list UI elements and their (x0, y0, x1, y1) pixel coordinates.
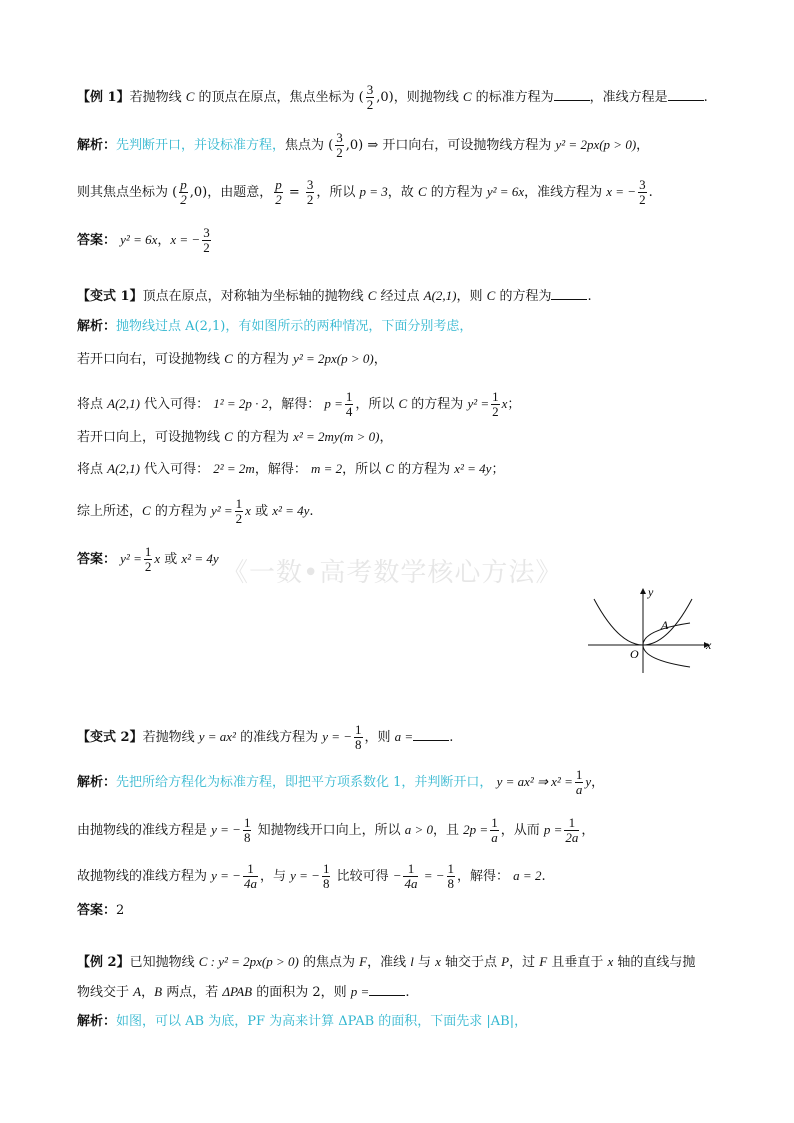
answer-blank (369, 983, 405, 996)
fraction: $\frac{1}{4a}$ (243, 861, 257, 891)
fraction: $\frac{1}{2}$ (144, 544, 152, 574)
fraction: $\frac{1}{2}$ (492, 389, 499, 419)
fraction: $\frac{p}{2}$ (180, 177, 187, 207)
fraction: $\frac{1}{8}$ (447, 861, 455, 891)
fraction: $\frac{1}{2a}$ (565, 815, 579, 845)
origin-label: O (630, 647, 639, 661)
fraction: $\frac{1}{a}$ (491, 815, 498, 845)
point-a-label: A (661, 618, 669, 632)
var1-line-1: 若开口向右，可设抛物线 C 的方程为 y² = 2px(p > 0)， (77, 351, 387, 367)
var1-answer: 答案： y² = $\frac{1}{2}$ x 或 x² = 4y (77, 544, 219, 574)
fraction: $\frac{3}{2}$ (336, 130, 343, 160)
var2-line-1: 由抛物线的准线方程是 y = − $\frac{1}{8}$ 知抛物线开口向上，所以 a > 0，且 2p = $\frac{1}{a}$ ，从而 p = $\frac{1}{2a}$ ， (77, 815, 595, 845)
var2-solution-hint: 解析：先把所给方程化为标准方程，即把平方项系数化 1，并判断开口， y = ax² ⇒ x² = $\frac{1}{a}$ y， (77, 767, 605, 797)
fraction: $\frac{3}{2}$ (366, 82, 374, 112)
var1-line-3: 若开口向上，可设抛物线 C 的方程为 x² = 2my(m > 0)， (77, 429, 393, 445)
parabola-figure (580, 585, 720, 675)
fraction: $\frac{p}{2}$ (275, 177, 282, 207)
ex1-answer: 答案： y² = 6x，x = − $\frac{3}{2}$ (77, 225, 210, 255)
ex2-tag: 【例 2】 (77, 955, 130, 970)
var2-answer: 答案：2 (77, 903, 125, 918)
fraction: $\frac{3}{2}$ (639, 177, 646, 207)
answer-blank (554, 88, 590, 101)
ex1-solution-line-2: 则其焦点坐标为 ( $\frac{p}{2}$ ,0)，由题意， $\frac{p}{2}$ = $\frac{3}{2}$ ，所以 p = 3，故 C 的方程为 y² = 6x，准线方程为 x = − $\frac{3}{2}$ . (77, 177, 653, 207)
fraction: $\frac{1}{8}$ (243, 815, 251, 845)
answer-blank (413, 728, 449, 741)
ex2-solution-hint: 解析：如图，可以 AB 为底，PF 为高来计算 ΔPAB 的面积，下面先求 |AB|， (77, 1014, 528, 1029)
ex1-question: 【例 1】若抛物线 C 的顶点在原点，焦点坐标为 ( $\frac{3}{2}$ ,0)，则抛物线 C 的标准方程为 ，准线方程是 . (77, 82, 708, 112)
fraction: $\frac{3}{2}$ (306, 177, 314, 207)
var1-line-4: 将点 A(2,1) 代入可得： 2² = 2m，解得： m = 2，所以 C 的方程为 x² = 4y； (77, 461, 505, 477)
var1-line-2: 将点 A(2,1) 代入可得： 1² = 2p · 2，解得： p = $\frac{1}{4}$ ，所以 C 的方程为 y² = $\frac{1}{2}$ x； (77, 389, 521, 419)
fraction: $\frac{1}{4}$ (345, 389, 353, 419)
watermark: 《一数•高考数学核心方法》 (222, 558, 563, 588)
var2-question: 【变式 2】若抛物线 y = ax² 的准线方程为 y = − $\frac{1}{8}$ ，则 a = . (77, 722, 454, 752)
fraction: $\frac{1}{4a}$ (404, 861, 418, 891)
var1-question: 【变式 1】顶点在原点，对称轴为坐标轴的抛物线 C 经过点 A(2,1)，则 C 的方程为 . (77, 288, 592, 304)
fraction: $\frac{1}{8}$ (322, 861, 330, 891)
var2-line-2: 故抛物线的准线方程为 y = − $\frac{1}{4a}$ ，与 y = − $\frac{1}{8}$ 比较可得 − $\frac{1}{4a}$ = − $\frac{1}{8}$ ，解得： a = 2. (77, 861, 546, 891)
var1-solution-hint: 解析：抛物线过点 A(2,1)，有如图所示的两种情况，下面分别考虑， (77, 319, 473, 334)
var1-tag: 【变式 1】 (77, 289, 143, 304)
ex1-solution-line-1: 解析：先判断开口，并设标准方程，焦点为 ( $\frac{3}{2}$ ,0) ⇒ 开口向右，可设抛物线方程为 y² = 2px(p > 0)， (77, 130, 650, 160)
fraction: $\frac{1}{a}$ (575, 767, 583, 797)
y-axis-arrow (640, 588, 646, 594)
ex1-tag: 【例 1】 (77, 90, 130, 105)
y-axis-label: y (648, 585, 654, 599)
var2-tag: 【变式 2】 (77, 730, 143, 745)
answer-blank (551, 287, 587, 300)
x-axis-label: x (706, 638, 712, 652)
ex2-question-line-1: 【例 2】已知抛物线 C : y² = 2px(p > 0) 的焦点为 F，准线 l 与 x 轴交于点 P，过 F 且垂直于 x 轴的直线与抛 (77, 954, 696, 970)
answer-blank (668, 88, 704, 101)
fraction: $\frac{3}{2}$ (203, 225, 210, 255)
rightward-parabola-lower (643, 645, 690, 667)
fraction: $\frac{1}{2}$ (235, 496, 243, 526)
ex2-question-line-2: 物线交于 A，B 两点，若 ΔPAB 的面积为 2，则 p = . (77, 984, 410, 1000)
fraction: $\frac{1}{8}$ (355, 722, 362, 752)
var1-line-5: 综上所述，C 的方程为 y² = $\frac{1}{2}$ x 或 x² = 4y. (77, 496, 314, 526)
